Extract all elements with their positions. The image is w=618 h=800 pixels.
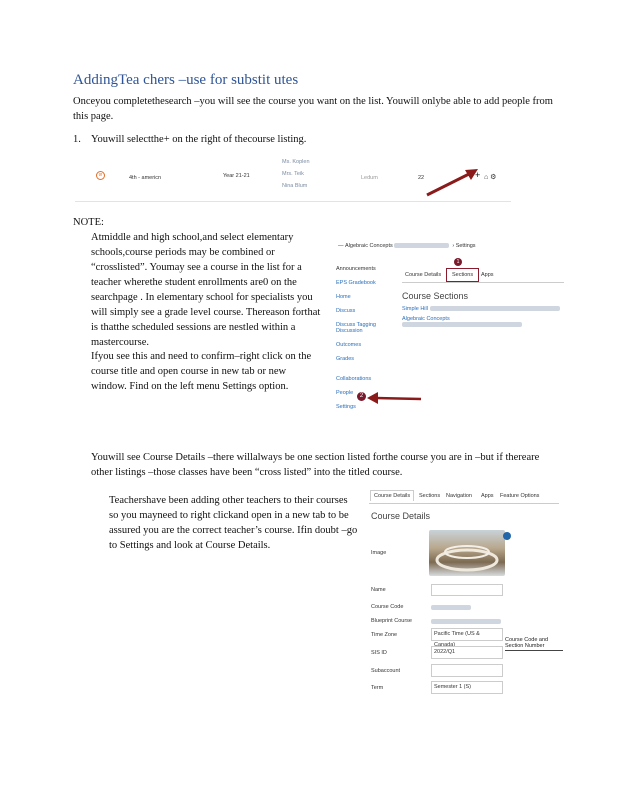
field-label-blueprint: Blueprint Course bbox=[371, 618, 412, 624]
course-count: 22 bbox=[418, 175, 425, 181]
nav-item-gradebook[interactable]: EPS Gradebook bbox=[336, 280, 376, 286]
breadcrumb: — Algebraic Concepts › Settings bbox=[338, 243, 476, 249]
nav-item-collaborations[interactable]: Collaborations bbox=[336, 376, 372, 382]
sections-heading: Course Sections bbox=[402, 291, 469, 301]
nav-item-discuss-tagging[interactable]: Discuss Tagging Discussion bbox=[336, 322, 376, 334]
blueprint-value bbox=[431, 619, 501, 624]
teacher-name: Ms. Koplen bbox=[282, 159, 310, 165]
add-plus-button[interactable]: + bbox=[475, 170, 481, 180]
course-settings-screenshot bbox=[330, 236, 570, 411]
teacher-name: Mrs. Teik bbox=[282, 171, 304, 177]
nav-item-settings[interactable]: Settings bbox=[336, 404, 356, 410]
time-zone-select[interactable]: Pacific Time (US & Canada) bbox=[431, 628, 503, 641]
course-status: Ledum bbox=[361, 175, 378, 181]
step-number: 1. bbox=[73, 134, 81, 145]
red-arrow-icon bbox=[425, 163, 480, 199]
field-label-subaccount: Subaccount bbox=[371, 668, 401, 674]
field-label-sis-id: SIS ID bbox=[371, 650, 387, 656]
course-name[interactable]: 4th - americn bbox=[129, 175, 162, 181]
action-icons[interactable]: ⌂ ⚙ bbox=[484, 174, 497, 181]
tab-apps[interactable]: Apps bbox=[481, 272, 494, 278]
details-heading: Course Details bbox=[371, 511, 431, 521]
image-label: Image bbox=[371, 550, 387, 556]
step-text: Youwill selectthe+ on the right of thecourse listing. bbox=[91, 134, 307, 145]
nav-item-outcomes[interactable]: Outcomes bbox=[336, 342, 362, 348]
red-arrow-icon bbox=[365, 391, 423, 405]
page-title: AddingTea chers –use for substit utes bbox=[73, 72, 299, 88]
course-term: Year 21-21 bbox=[223, 173, 250, 179]
teacher-name: Nina Blum bbox=[282, 183, 308, 189]
callout-note: Course Code and Section Number bbox=[505, 637, 563, 651]
note-bullet-1: Atmiddle and high school,and select elementary schools,course periods may be combined or “crosslisted”. Youmay see a course in the list for a teacher wherethe student enrollments are0 on the searchpage . In elementary school for specialists you will simply see a grade level course. Thereason forthat is thatthe scheduled sessions are nestled within a mastercourse. bbox=[91, 232, 321, 348]
image-edit-badge[interactable] bbox=[503, 532, 511, 540]
course-listing-screenshot bbox=[75, 155, 511, 202]
course-status-icon: ⊘ bbox=[96, 171, 105, 180]
settings-tabs bbox=[402, 268, 564, 283]
sections-marker-badge: 1 bbox=[454, 258, 462, 266]
intro-paragraph: Onceyou completethesearch –you will see the course you want on the list. Youwill onlybe able to add people from this page. bbox=[73, 96, 553, 122]
library-photo-icon bbox=[429, 530, 505, 576]
section-row: Simple Hill bbox=[402, 306, 560, 312]
section-row: Algebraic Concepts bbox=[402, 316, 570, 328]
note-label: NOTE: bbox=[73, 217, 104, 228]
subaccount-select[interactable] bbox=[431, 664, 503, 677]
course-code-value bbox=[431, 605, 471, 610]
sis-id-input[interactable]: 2022/Q1 bbox=[431, 646, 503, 659]
tab-navigation[interactable]: Navigation bbox=[446, 493, 472, 499]
nav-item-home[interactable]: Home bbox=[336, 294, 351, 300]
name-input[interactable] bbox=[431, 584, 503, 596]
term-select[interactable]: Semester 1 (S) bbox=[431, 681, 503, 694]
settings-marker-badge: 2 bbox=[357, 392, 366, 401]
tab-course-details[interactable]: Course Details bbox=[370, 490, 414, 501]
details-tabs bbox=[369, 490, 559, 504]
nav-item-people[interactable]: People bbox=[336, 390, 354, 396]
field-label-term: Term bbox=[371, 685, 384, 691]
note-bullet-3: Teachershave been adding other teachers to their courses so you mayneed to right clickand open in a new tab to be assured you are the correct teacher’s course. Ifin doubt –go to Settings and look at Course Details. bbox=[109, 495, 358, 551]
course-details-screenshot bbox=[365, 486, 565, 696]
field-label-time-zone: Time Zone bbox=[371, 632, 398, 638]
tab-sections[interactable]: Sections bbox=[446, 268, 479, 282]
nav-item-announcements[interactable]: Announcements bbox=[336, 266, 376, 272]
course-image[interactable] bbox=[429, 530, 505, 576]
note-bullet-2: Ifyou see this and need to confirm–right click on the course title and open course in new tab or new window. Find on the left menu Settings option. bbox=[91, 351, 312, 392]
course-details-paragraph: Youwill see Course Details –there willalways be one section listed forthe course you are in –but if thereare other listings –those classes have been “cross listed” into the titled course. bbox=[91, 452, 540, 478]
nav-item-grades[interactable]: Grades bbox=[336, 356, 355, 362]
tab-course-details[interactable]: Course Details bbox=[405, 272, 442, 278]
tab-feature-options[interactable]: Feature Options bbox=[500, 493, 540, 499]
tab-apps[interactable]: Apps bbox=[481, 493, 494, 499]
field-label-name: Name bbox=[371, 587, 386, 593]
nav-item-discuss[interactable]: Discuss bbox=[336, 308, 356, 314]
field-label-course-code: Course Code bbox=[371, 604, 404, 610]
tab-sections[interactable]: Sections bbox=[419, 493, 441, 499]
